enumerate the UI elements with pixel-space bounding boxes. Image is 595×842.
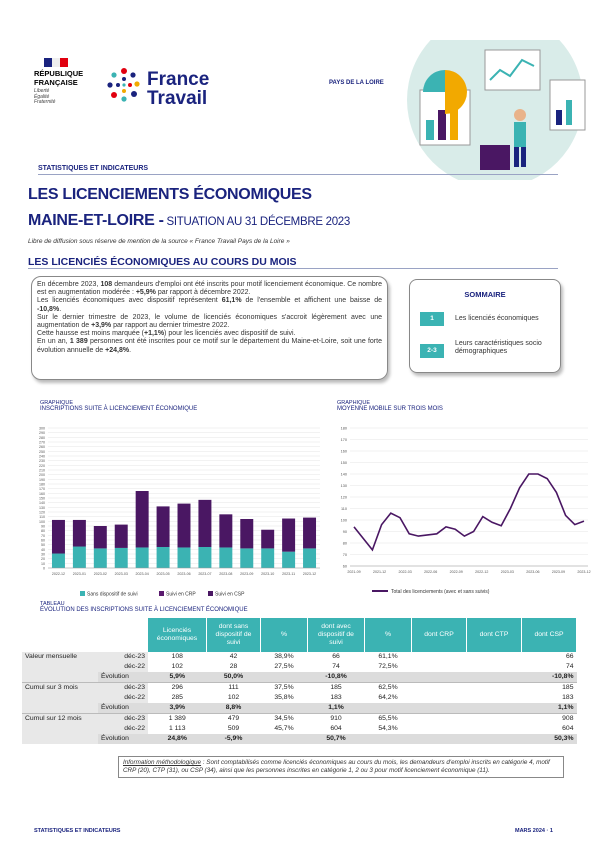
table-cell: 604 [330,725,342,732]
table-cell: 5,9% [148,672,207,683]
row-period: déc-23 [98,652,148,662]
rights-note: Libre de diffusion sous réserve de mention de la source « France Travail Pays de la Loire » [28,238,290,245]
y-tick-label: 140 [340,472,347,477]
table-cell [467,652,522,662]
x-tick-label: 2023-12 [302,572,317,576]
y-tick-label: 140 [39,501,45,506]
y-tick-label: 270 [39,440,45,445]
y-tick-label: 90 [41,524,45,529]
y-tick-label: 150 [39,496,45,501]
x-tick-label: 2023-07 [198,572,212,576]
x-tick-label: 2023-01 [72,572,86,576]
row-period: Évolution [98,734,148,744]
x-tick-label: 2022-06 [424,570,438,574]
table-cell [365,734,412,744]
table-cell [467,703,522,714]
table-cell: 183 [562,694,574,701]
table-cell: 74 [565,663,574,670]
table-cell: 72,5% [378,663,398,670]
x-tick-label: 2022-09 [449,570,463,574]
divider [28,268,558,269]
bar-segment [115,525,128,548]
table-cell [261,703,308,714]
y-tick-label: 170 [340,438,347,442]
y-tick-label: 200 [39,473,45,478]
y-tick-label: 130 [340,484,347,488]
column-header: dont CTP [467,618,522,652]
y-tick-label: 150 [340,461,347,465]
bar-segment [115,548,128,568]
bar-segment [261,530,274,549]
y-tick-label: 130 [39,505,45,510]
bar-segment [261,548,274,568]
x-tick-label: 2023-03 [114,572,128,576]
table-cell [412,714,467,725]
y-tick-label: 160 [340,449,347,454]
table-cell [467,724,522,734]
toc-page-badge: 2-3 [420,344,444,358]
table-cell: 27,5% [274,663,294,670]
y-tick-label: 60 [41,538,45,543]
table-cell [412,724,467,734]
y-tick-label: 110 [340,507,347,511]
bar-chart-caption: GRAPHIQUE INSCRIPTIONS SUITE À LICENCIEMENT ÉCONOMIQUE [40,400,198,412]
table-cell: 479 [227,715,240,722]
table-cell [365,672,412,683]
table-cell [412,662,467,672]
table-cell: 108 [171,653,183,660]
y-tick-label: 260 [39,445,45,450]
methodology-note: Information méthodologique : Sont comptabilisés comme licenciés économiques au cours du mois, les demandeurs d'emploi inscrits en catégorie 4, motif CRP (20), CTP (31), ou CSP (34), ainsi que les personnes inscrites en catégorie 1, 2 ou 3 pour motif licenciement économique (11). [118,756,564,778]
table-cell: 38,9% [274,653,294,660]
legend-label: Total des licenciements (avec et sans suivis) [391,589,490,595]
y-tick-label: 280 [39,435,45,440]
toc-title: SOMMAIRE [464,290,506,299]
table-cell [467,693,522,703]
table-cell: 37,5% [274,684,294,691]
x-tick-label: 2022-03 [398,570,412,574]
region-label: PAYS DE LA LOIRE [329,80,384,86]
y-tick-label: 170 [39,487,45,492]
toc-item[interactable]: Les licenciés économiques [455,315,539,322]
legend-label: Suivi en CSP [215,591,245,598]
table-caption: TABLEAU [40,601,65,607]
table-cell: 604 [562,725,574,732]
x-tick-label: 2023-09 [240,572,254,576]
x-tick-label: 2023-06 [526,570,540,574]
y-tick-label: 80 [41,529,45,534]
table-cell: 111 [228,684,239,691]
x-tick-label: 2023-12 [577,570,591,574]
legend-swatch [80,591,85,596]
bar-segment [198,500,211,547]
y-tick-label: 10 [41,561,45,566]
france-travail-logo [104,65,144,105]
summary-toc [409,279,561,373]
table-row [22,714,577,725]
table-row [22,683,577,694]
table-cell [412,703,467,714]
y-tick-label: 290 [39,431,45,436]
bar-segment [303,518,316,549]
bar-segment [136,491,149,547]
table-cell: 34,5% [274,715,294,722]
toc-item[interactable]: Leurs caractéristiques socio démographiques [455,340,542,355]
table-cell: 62,5% [378,684,398,691]
table-cell [412,693,467,703]
table-cell: -5,9% [207,734,261,744]
bar-segment [219,514,232,547]
republic-name: RÉPUBLIQUE FRANÇAISE [34,69,84,87]
summary-paragraph: Sur le dernier trimestre de 2023, le volume de licenciés économiques s'accroit légèrement avec une augmentation de +3,9% par rapport au dernier trimestre 2022. [37,313,382,330]
bar-segment [73,520,86,547]
table-cell [467,734,522,744]
table-cell: 296 [171,684,183,691]
table-cell: 183 [330,694,342,701]
table-cell [365,703,412,714]
bar-segment [94,548,107,568]
table-row-evolution [22,672,577,683]
y-tick-label: 240 [39,454,45,459]
y-tick-label: 190 [39,477,45,482]
table-cell: 509 [227,725,240,732]
table-cell: 28 [229,663,238,670]
table-cell: 908 [562,715,574,722]
table-cell [467,662,522,672]
summary-box [31,276,388,380]
table-cell: 54,3% [378,725,398,732]
stats-label: STATISTIQUES ET INDICATEURS [38,165,149,172]
y-tick-label: 70 [342,553,347,557]
bar-segment [198,547,211,568]
table-cell: 1,1% [522,703,577,714]
table-cell: 74 [332,663,340,670]
bar-segment [52,520,65,554]
y-tick-label: 180 [39,482,45,487]
y-tick-label: 250 [39,449,45,454]
table-cell [467,683,522,694]
table-cell [412,683,467,694]
y-tick-label: 60 [342,564,347,569]
table-cell: 3,9% [148,703,207,714]
table-row [22,693,577,703]
column-header: dont CSP [522,618,577,652]
row-period: Évolution [98,672,148,683]
x-tick-label: 2023-05 [156,572,170,576]
republic-logo-text [34,70,96,106]
table-row-evolution [22,734,577,744]
row-group-label: Cumul sur 3 mois [22,683,98,694]
bar-segment [136,547,149,568]
marianne-logo [44,58,68,67]
bar-segment [73,547,86,568]
data-table [22,618,577,744]
y-tick-label: 40 [41,547,45,552]
table-cell: 42 [229,653,238,660]
x-tick-label: 2021-09 [347,570,361,574]
table-cell: 910 [330,715,342,722]
x-tick-label: 2023-10 [261,572,275,576]
table-cell [261,734,308,744]
bar-segment [157,506,170,547]
y-tick-label: 220 [39,463,45,468]
legend-label: Suivi en CRP [166,591,196,598]
row-group-label [22,672,98,683]
table-cell: 8,8% [207,703,261,714]
bar-segment [219,547,232,568]
row-group-label: Valeur mensuelle [22,652,98,662]
row-period: Évolution [98,703,148,714]
y-tick-label: 80 [342,541,347,546]
column-header: dont avec dispositif de suivi [308,618,365,652]
table-row-evolution [22,703,577,714]
row-period: déc-22 [98,662,148,672]
summary-paragraph: En décembre 2023, 108 demandeurs d'emploi ont été inscrits pour motif licenciement économique. Ce nombre est en augmentation modérée : +5,9% par rapport à décembre 2022. [37,281,383,297]
table-row [22,652,577,662]
table-cell: 61,1% [378,653,398,660]
y-tick-label: 20 [41,557,45,562]
legend-swatch [208,591,213,596]
bar-segment [157,547,170,568]
bar-segment [178,504,191,548]
table-cell: 285 [171,694,183,701]
toc-page-badge: 1 [420,312,444,326]
summary-paragraph: Les licenciés économiques avec dispositif représentent 61,1% de l'ensemble et affichent une baisse de -10,8%. [37,297,382,313]
x-tick-label: 2022-12 [475,570,489,574]
y-tick-label: 300 [39,426,45,431]
table-cell: 50,3% [522,734,577,744]
column-header: % [261,618,308,652]
section-title: LES LICENCIÉS ÉCONOMIQUES AU COURS DU MOIS [28,256,297,268]
footer-left: STATISTIQUES ET INDICATEURS [34,828,121,834]
y-tick-label: 30 [41,552,45,557]
table-cell: 102 [171,663,183,670]
table-cell: -10,8% [308,672,365,683]
row-period: déc-22 [98,724,148,734]
table-cell [261,672,308,683]
y-tick-label: 100 [340,518,347,523]
table-cell: 24,8% [148,734,207,744]
page-subtitle: MAINE-ET-LOIRE - SITUATION AU 31 DÉCEMBRE 2023 [28,212,350,229]
table-cell: 102 [227,694,240,701]
table-cell: 50,7% [308,734,365,744]
y-tick-label: 120 [39,510,45,515]
y-tick-label: 230 [39,459,45,464]
bar-segment [303,548,316,568]
table-cell: 35,8% [274,694,294,701]
x-tick-label: 2023-09 [551,570,566,574]
bar-segment [178,547,191,568]
republic-motto: Liberté Égalité Fraternité [34,88,56,105]
table-cell: 1 113 [168,725,186,732]
y-tick-label: 0 [43,566,45,571]
table-cell: 64,2% [378,694,398,701]
summary-paragraph: En un an, 1 389 personnes ont été inscrites pour ce motif sur le département du Maine-et-Loire, soit une forte évolution annuelle de +24,8%. [37,338,382,354]
table-cell [412,672,467,683]
table-cell: 185 [562,684,574,691]
line-chart-caption: GRAPHIQUE MOYENNE MOBILE SUR TROIS MOIS [337,400,443,412]
table-title: ÉVOLUTION DES INSCRIPTIONS SUITE À LICENCIEMENT ÉCONOMIQUE [40,607,248,613]
table-cell: 50,0% [207,672,261,683]
row-group-label [22,693,98,703]
x-tick-label: 2021-12 [372,570,387,574]
x-tick-label: 2023-08 [219,572,233,576]
table-cell: -10,8% [522,672,577,683]
column-header: Licenciés économiques [148,618,207,652]
table-cell: 65,5% [378,715,398,722]
line-chart [332,420,594,608]
row-group-label [22,703,98,714]
y-tick-label: 90 [342,530,347,534]
x-tick-label: 2023-02 [93,572,107,576]
x-tick-label: 2023-06 [177,572,191,576]
table-cell [467,672,522,683]
column-header: dont sans dispositif de suivi [207,618,261,652]
y-tick-label: 160 [39,491,45,496]
row-group-label: Cumul sur 12 mois [22,714,98,725]
table-cell: 66 [332,653,340,660]
row-period: déc-23 [98,714,148,725]
table-row [22,662,577,672]
bar-segment [240,548,253,568]
header-illustration [400,40,595,180]
x-tick-label: 2023-03 [500,570,514,574]
brand-name: France Travail [147,69,210,109]
bar-segment [282,519,295,552]
table-cell: 1 389 [168,715,186,722]
bar-chart [30,420,330,608]
y-tick-label: 110 [39,515,45,520]
y-tick-label: 50 [41,543,45,548]
row-group-label [22,734,98,744]
bar-segment [240,519,253,548]
x-tick-label: 2022-12 [51,572,66,576]
x-tick-label: 2023-11 [282,572,296,576]
y-tick-label: 100 [39,519,45,524]
y-tick-label: 120 [340,495,347,500]
table-cell [412,734,467,744]
table-row [22,724,577,734]
bar-segment [52,554,65,568]
row-group-label [22,662,98,672]
table-cell [412,652,467,662]
summary-paragraph: Cette hausse est moins marquée (+1,1%) pour les licenciés avec dispositif de suivi. [37,330,296,338]
x-tick-label: 2023-04 [135,572,149,576]
legend-swatch [159,591,164,596]
bar-segment [282,552,295,568]
table-cell: 66 [565,653,574,660]
table-cell: 1,1% [308,703,365,714]
row-group-label [22,724,98,734]
column-header: dont CRP [412,618,467,652]
y-tick-label: 210 [39,468,45,473]
divider [38,174,558,175]
column-header: % [365,618,412,652]
page-title: LES LICENCIEMENTS ÉCONOMIQUES [28,186,312,203]
y-tick-label: 180 [340,426,347,431]
table-header-row [22,618,577,652]
table-cell [467,714,522,725]
footer-right: MARS 2024 · 1 [515,828,553,834]
bar-segment [94,526,107,548]
table-cell: 185 [330,684,342,691]
table-cell: 45,7% [274,725,294,732]
legend-label: Sans dispositif de suivi [87,591,138,598]
y-tick-label: 70 [41,533,45,538]
row-period: déc-23 [98,683,148,694]
row-period: déc-22 [98,693,148,703]
